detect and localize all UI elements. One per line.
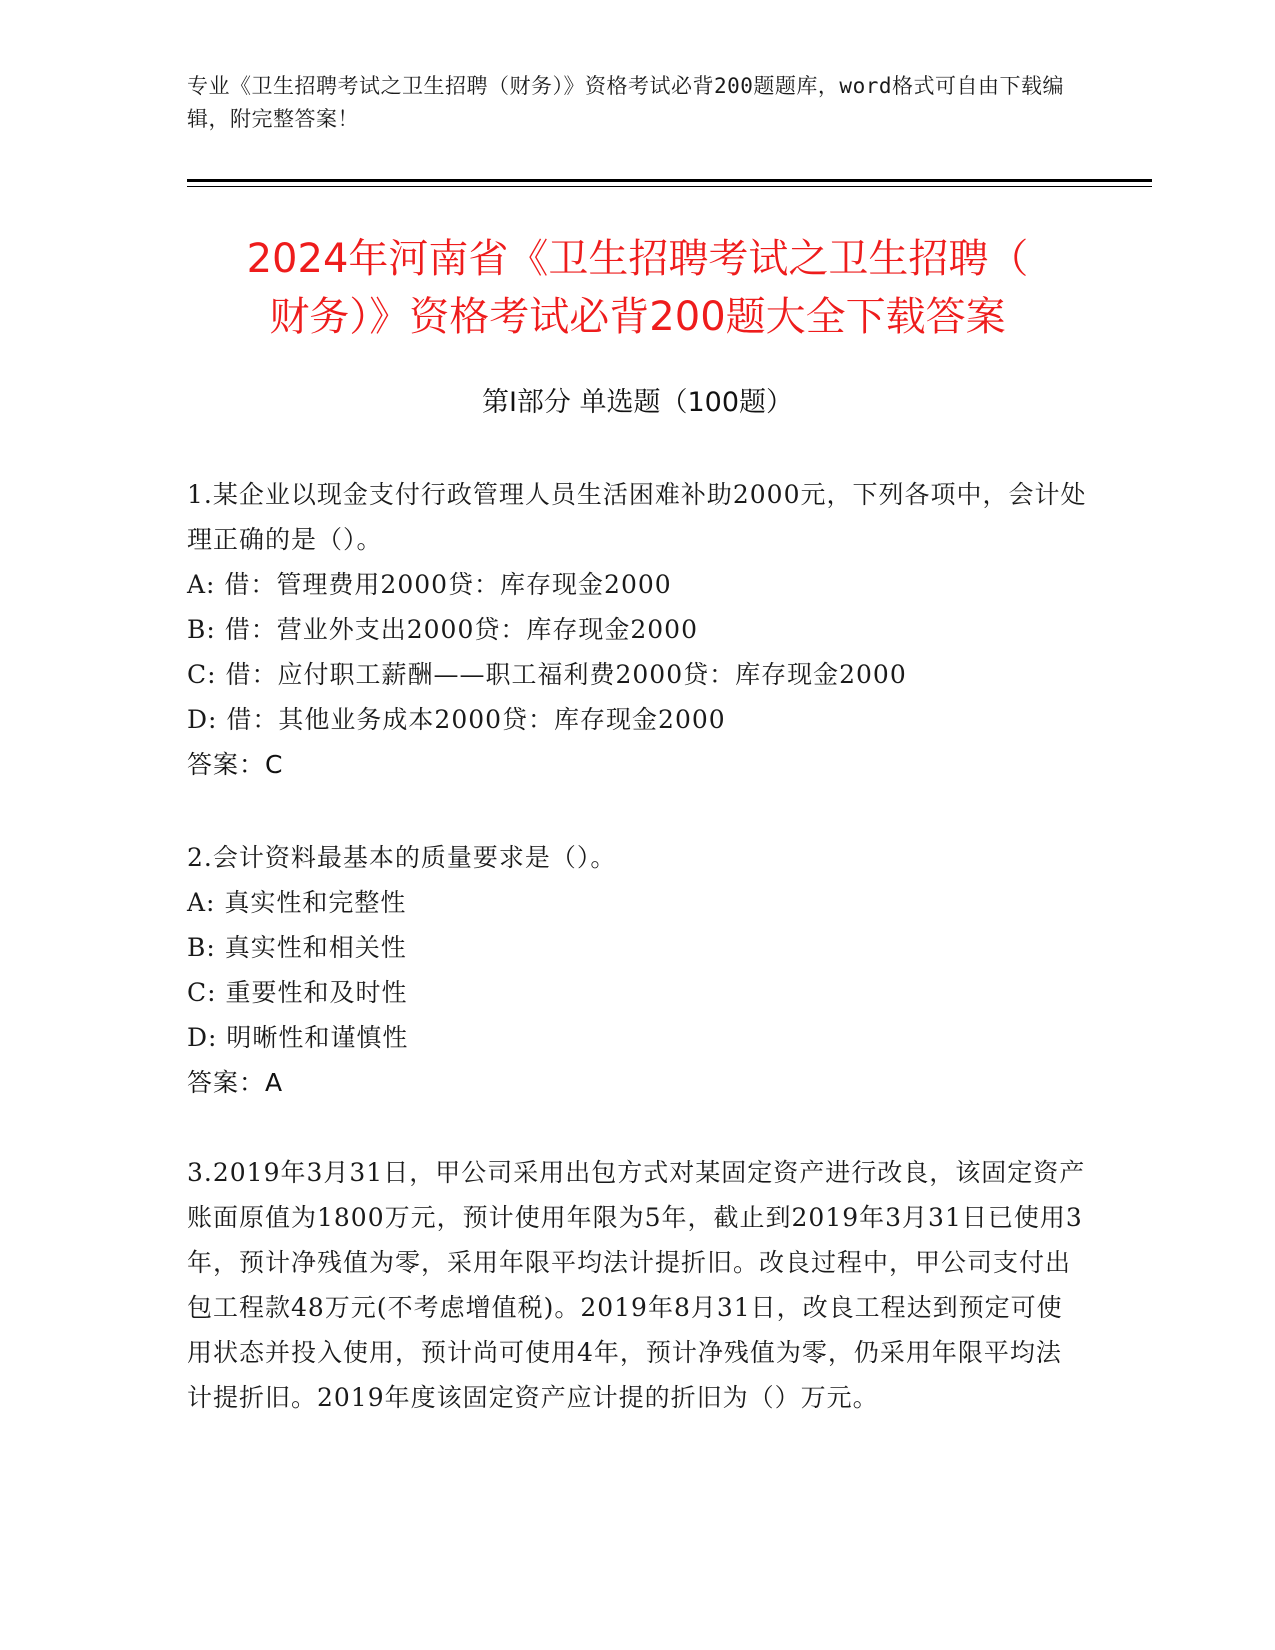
question-1 bbox=[187, 472, 1087, 787]
header-rule-thick bbox=[187, 179, 1152, 182]
question-3 bbox=[187, 1150, 1087, 1420]
header-note: 专业《卫生招聘考试之卫生招聘（财务）》资格考试必背200题题库，word格式可自由下载编辑，附完整答案！ bbox=[187, 74, 1064, 131]
document-title bbox=[150, 230, 1125, 346]
option-c: C: 借：应付职工薪酬——职工福利费2000贷：库存现金2000 bbox=[187, 660, 907, 689]
question-stem: 3.2019年3月31日，甲公司采用出包方式对某固定资产进行改良，该固定资产账面原值为1800万元，预计使用年限为5年，截止到2019年3月31日已使用3年，预计净残值为零，采用年限平均法计提折旧。改良过程中，甲公司支付出包工程款48万元(不考虑增值税)。2019年8月31日，改良工程达到预定可使用状态并投入使用，预计尚可使用4年，预计净残值为零，仍采用年限平均法计提折旧。2019年度该固定资产应计提的折旧为（）万元。 bbox=[187, 1158, 1086, 1412]
title-line-1: 2024年河南省《卫生招聘考试之卫生招聘（ bbox=[246, 236, 1029, 282]
answer: 答案：C bbox=[187, 750, 284, 779]
title-line-2: 财务）》资格考试必背200题大全下载答案 bbox=[269, 294, 1006, 340]
option-d: D: 借：其他业务成本2000贷：库存现金2000 bbox=[187, 705, 726, 734]
answer: 答案：A bbox=[187, 1068, 284, 1097]
option-c: C: 重要性和及时性 bbox=[187, 978, 408, 1007]
question-stem: 1.某企业以现金支付行政管理人员生活困难补助2000元，下列各项中，会计处理正确的是（）。 bbox=[187, 480, 1087, 554]
option-b: B: 借：营业外支出2000贷：库存现金2000 bbox=[187, 615, 698, 644]
option-a: A: 借：管理费用2000贷：库存现金2000 bbox=[187, 570, 672, 599]
option-a: A: 真实性和完整性 bbox=[187, 888, 407, 917]
header-rule-thin bbox=[187, 186, 1152, 187]
question-2 bbox=[187, 835, 1087, 1105]
section-heading: 第I部分 单选题（100题） bbox=[481, 387, 794, 418]
option-b: B: 真实性和相关性 bbox=[187, 933, 407, 962]
question-stem: 2.会计资料最基本的质量要求是（）。 bbox=[187, 843, 617, 872]
option-d: D: 明晰性和谨慎性 bbox=[187, 1023, 409, 1052]
